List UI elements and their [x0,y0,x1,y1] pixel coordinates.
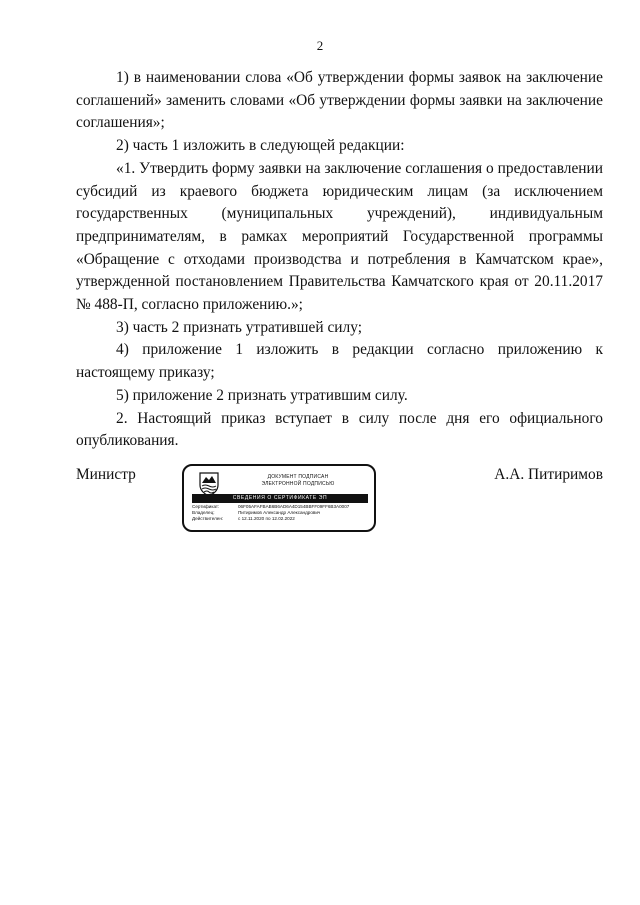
stamp-row-value: с 12.11.2020 по 12.02.2022 [238,516,295,521]
minister-title: Министр [76,466,136,483]
signature-row [76,464,603,540]
stamp-details [192,504,370,522]
paragraph: 5) приложение 2 признать утратившим силу. [116,386,408,404]
paragraph: «1. Утвердить форму заявки на заключение соглашения о предоставлении субсидий из краевого бюджета юридическим лицам (за исключением государственных (муниципальных учреждений), индивидуальным предпринимателям, в рамках мероприятий Государственной программы «Обращение с отходами производства и потребления в Камчатском крае», утвержденной постановлением Правительства Камчатского края от 20.11.2017 № 488-П, согласно приложению.»; [76,159,603,314]
paragraph: 1) в наименовании слова «Об утверждении формы заявок на заключение соглашений» заменить словами «Об утверждении формы заявки на заключение соглашения»; [76,69,603,132]
stamp-row-value: 06F05AFAFBAB6B6AD6A4D154BBFF09FF6B3A0007 [238,504,350,509]
stamp-certificate-band: СВЕДЕНИЯ О СЕРТИФИКАТЕ ЭП [192,494,368,503]
stamp-heading [224,474,372,488]
paragraph: 2. Настоящий приказ вступает в силу после дня его официального опубликования. [76,409,603,450]
stamp-row [192,516,370,522]
stamp-heading-line: ДОКУМЕНТ ПОДПИСАН [267,474,329,480]
stamp-heading-line: ЭЛЕКТРОННОЙ ПОДПИСЬЮ [261,481,335,487]
minister-name: А.А. Питиримов [494,466,603,483]
stamp-row-key: Владелец: [192,510,215,515]
paragraph: 4) приложение 1 изложить в редакции согласно приложению к настоящему приказу; [76,341,603,382]
stamp-row-key: Действителен: [192,516,224,521]
page-number: 2 [316,38,324,53]
paragraph: 3) часть 2 признать утратившей силу; [116,318,362,336]
document-body [76,67,603,453]
paragraph: 2) часть 1 изложить в следующей редакции: [116,137,405,155]
stamp-row-key: Сертификат: [192,504,220,509]
electronic-signature-stamp [182,464,376,532]
stamp-row-value: Питиримов Александр Александрович [238,510,321,515]
